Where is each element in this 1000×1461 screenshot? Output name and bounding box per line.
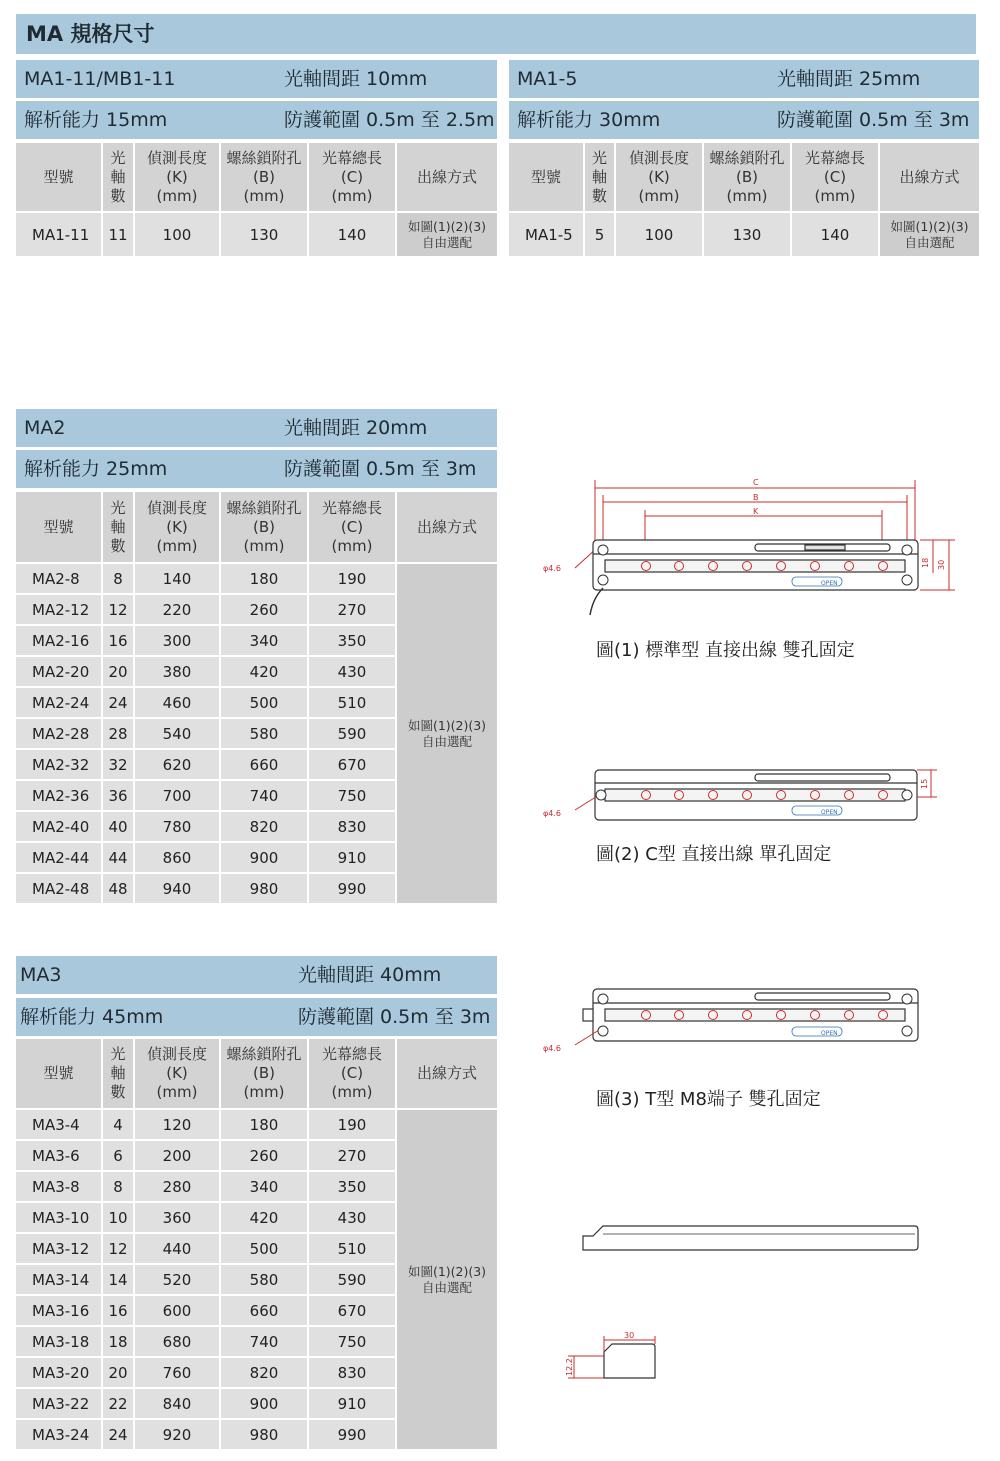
header-output: 出線方式 xyxy=(397,1039,497,1108)
header-total-length-line: (mm) xyxy=(331,536,373,555)
cell-axes: 44 xyxy=(103,843,133,872)
output-method-line: 如圖(1)(2)(3) xyxy=(890,218,969,234)
cell-total-length: 990 xyxy=(309,1420,395,1449)
header-total-length-line: 光幕總長 xyxy=(321,498,382,517)
cell-axes: 20 xyxy=(103,657,133,686)
cell-model: MA2-16 xyxy=(16,626,101,655)
cell-detect-length: 540 xyxy=(135,719,219,748)
ma2-pitch: 光軸間距 20mm xyxy=(284,417,428,439)
cell-detect-length: 220 xyxy=(135,595,219,624)
fig3-open-label: OPEN xyxy=(821,1030,838,1037)
cell-axes: 18 xyxy=(103,1327,133,1356)
cell-axes: 8 xyxy=(103,564,133,593)
table-header-row xyxy=(16,143,497,211)
cell-axes: 40 xyxy=(103,812,133,841)
cell-model: MA2-32 xyxy=(16,750,101,779)
cell-detect-length: 700 xyxy=(135,781,219,810)
ma1-5-table xyxy=(507,141,981,258)
cell-total-length: 910 xyxy=(309,843,395,872)
header-screw-hole xyxy=(221,1039,307,1108)
cell-total-length: 350 xyxy=(309,1172,395,1201)
table-row xyxy=(16,564,497,593)
ma1-5-header-row1 xyxy=(509,60,979,98)
output-method-line: 自由選配 xyxy=(421,234,472,250)
header-axes xyxy=(103,143,133,211)
header-axes xyxy=(103,492,133,562)
cell-output-method xyxy=(397,564,497,903)
cell-axes: 48 xyxy=(103,874,133,903)
cell-total-length: 830 xyxy=(309,1358,395,1387)
header-detect-length-line: (K) xyxy=(166,517,188,536)
output-method-line: 自由選配 xyxy=(904,234,955,250)
cell-axes: 36 xyxy=(103,781,133,810)
header-model: 型號 xyxy=(16,143,101,211)
header-output: 出線方式 xyxy=(397,143,497,211)
cell-total-length: 140 xyxy=(792,213,878,256)
ma1-5-resolution: 解析能力 30mm xyxy=(517,109,661,131)
cell-model: MA3-4 xyxy=(16,1110,101,1139)
cell-model: MA3-12 xyxy=(16,1234,101,1263)
cell-axes: 14 xyxy=(103,1265,133,1294)
cell-screw-hole: 980 xyxy=(221,1420,307,1449)
header-screw-hole-line: (mm) xyxy=(243,1083,285,1101)
cell-total-length: 670 xyxy=(309,1296,395,1325)
cell-screw-hole: 900 xyxy=(221,843,307,872)
header-model: 型號 xyxy=(509,143,583,211)
header-total-length-line: (C) xyxy=(340,167,364,186)
ma3-pitch: 光軸間距 40mm xyxy=(298,964,442,986)
cell-model: MA3-10 xyxy=(16,1203,101,1232)
dim-12-2-label: 12.2 xyxy=(565,1358,574,1376)
header-screw-hole-line: (mm) xyxy=(243,186,285,205)
cell-screw-hole: 980 xyxy=(221,874,307,903)
cell-axes: 6 xyxy=(103,1141,133,1170)
cell-axes: 16 xyxy=(103,1296,133,1325)
table-row xyxy=(509,213,979,256)
fig2-hole-dia-label: φ4.6 xyxy=(543,809,561,818)
figure-1-caption: 圖(1) 標準型 直接出線 雙孔固定 xyxy=(596,640,855,661)
dim-30b-label: 30 xyxy=(624,1331,635,1340)
ma3-header-row2 xyxy=(16,998,497,1036)
header-total-length-line: (mm) xyxy=(331,1083,373,1101)
figure-2-drawing xyxy=(535,765,965,825)
cell-detect-length: 360 xyxy=(135,1203,219,1232)
cell-total-length: 430 xyxy=(309,657,395,686)
hole-dia-label: φ4.6 xyxy=(543,564,561,573)
header-detect-length-line: 偵測長度 xyxy=(628,148,689,167)
ma2-header-row2 xyxy=(16,450,497,488)
cell-detect-length: 620 xyxy=(135,750,219,779)
cell-axes: 16 xyxy=(103,626,133,655)
ma2-header-row1 xyxy=(16,409,497,447)
header-screw-hole-line: (mm) xyxy=(243,536,285,555)
header-detect-length xyxy=(135,492,219,562)
cell-axes: 4 xyxy=(103,1110,133,1139)
table-row xyxy=(16,1110,497,1139)
ma3-resolution: 解析能力 45mm xyxy=(20,1006,164,1028)
cell-model: MA2-8 xyxy=(16,564,101,593)
cell-screw-hole: 340 xyxy=(221,626,307,655)
dim-c-label: C xyxy=(753,478,759,487)
ma2-resolution: 解析能力 25mm xyxy=(24,458,168,480)
ma3-name: MA3 xyxy=(20,964,62,986)
output-method-line: 如圖(1)(2)(3) xyxy=(407,1263,487,1279)
ma1-5-pitch: 光軸間距 25mm xyxy=(777,68,921,90)
cell-detect-length: 780 xyxy=(135,812,219,841)
cell-model: MA3-14 xyxy=(16,1265,101,1294)
cell-detect-length: 120 xyxy=(135,1110,219,1139)
header-axes-char: 數 xyxy=(110,536,126,555)
figure-3-caption: 圖(3) T型 M8端子 雙孔固定 xyxy=(596,1089,821,1110)
cell-total-length: 190 xyxy=(309,1110,395,1139)
cell-screw-hole: 500 xyxy=(221,688,307,717)
cell-model: MA2-24 xyxy=(16,688,101,717)
header-screw-hole xyxy=(704,143,790,211)
ma3-header-row1 xyxy=(16,956,497,994)
cell-model: MA3-16 xyxy=(16,1296,101,1325)
cell-total-length: 510 xyxy=(309,688,395,717)
header-detect-length xyxy=(135,1039,219,1108)
cell-screw-hole: 420 xyxy=(221,1203,307,1232)
cell-screw-hole: 660 xyxy=(221,750,307,779)
header-axes xyxy=(585,143,614,211)
dim-b-label: B xyxy=(753,493,759,502)
cell-model: MA2-28 xyxy=(16,719,101,748)
header-screw-hole-line: 螺絲鎖附孔 xyxy=(226,148,302,167)
header-model: 型號 xyxy=(16,492,101,562)
cell-detect-length: 140 xyxy=(135,564,219,593)
open-label: OPEN xyxy=(821,580,838,587)
cell-detect-length: 200 xyxy=(135,1141,219,1170)
header-total-length-line: 光幕總長 xyxy=(321,148,382,167)
table-row xyxy=(16,213,497,256)
cell-axes: 32 xyxy=(103,750,133,779)
header-total-length xyxy=(309,143,395,211)
figure-2-caption: 圖(2) C型 直接出線 單孔固定 xyxy=(596,844,832,865)
cell-detect-length: 300 xyxy=(135,626,219,655)
header-detect-length-line: 偵測長度 xyxy=(146,148,207,167)
cell-screw-hole: 580 xyxy=(221,1265,307,1294)
header-total-length xyxy=(309,1039,395,1108)
header-detect-length-line: 偵測長度 xyxy=(146,1045,207,1063)
cell-total-length: 750 xyxy=(309,1327,395,1356)
header-screw-hole-line: (B) xyxy=(253,517,275,536)
header-axes xyxy=(103,1039,133,1108)
header-total-length-line: 光幕總長 xyxy=(804,148,865,167)
header-detect-length-line: (K) xyxy=(166,167,188,186)
table-header-row xyxy=(16,492,497,562)
cell-model: MA2-20 xyxy=(16,657,101,686)
cell-axes: 12 xyxy=(103,1234,133,1263)
ma1-11-range: 防護範圍 0.5m 至 2.5m xyxy=(284,109,495,131)
cell-total-length: 510 xyxy=(309,1234,395,1263)
header-axes-char: 軸 xyxy=(110,1064,126,1082)
cell-output-method xyxy=(397,213,497,256)
dim-30-label: 30 xyxy=(937,559,946,570)
cell-total-length: 670 xyxy=(309,750,395,779)
header-axes-char: 軸 xyxy=(591,167,607,186)
cell-detect-length: 280 xyxy=(135,1172,219,1201)
header-detect-length-line: (K) xyxy=(648,167,670,186)
cell-model: MA3-18 xyxy=(16,1327,101,1356)
cell-detect-length: 760 xyxy=(135,1358,219,1387)
cell-screw-hole: 820 xyxy=(221,1358,307,1387)
ma1-5-range: 防護範圍 0.5m 至 3m xyxy=(777,109,970,131)
cell-total-length: 910 xyxy=(309,1389,395,1418)
header-detect-length-line: (mm) xyxy=(156,536,198,555)
ma1-5-header-row2 xyxy=(509,101,979,139)
header-axes-char: 光 xyxy=(110,1045,126,1063)
cell-detect-length: 940 xyxy=(135,874,219,903)
cell-detect-length: 460 xyxy=(135,688,219,717)
cell-detect-length: 380 xyxy=(135,657,219,686)
page-title: MA 規格尺寸 xyxy=(16,14,976,54)
header-axes-char: 數 xyxy=(591,186,607,205)
header-axes-char: 光 xyxy=(110,148,126,167)
cell-axes: 12 xyxy=(103,595,133,624)
cell-model: MA1-11 xyxy=(16,213,101,256)
header-total-length xyxy=(309,492,395,562)
header-detect-length-line: (mm) xyxy=(156,186,198,205)
cell-model: MA2-44 xyxy=(16,843,101,872)
header-detect-length-line: (mm) xyxy=(156,1083,198,1101)
header-total-length-line: (C) xyxy=(340,1064,364,1082)
ma1-5-name: MA1-5 xyxy=(517,68,578,90)
header-screw-hole-line: (mm) xyxy=(726,186,768,205)
fig3-hole-dia-label: φ4.6 xyxy=(543,1044,561,1053)
header-model: 型號 xyxy=(16,1039,101,1108)
cell-model: MA2-12 xyxy=(16,595,101,624)
cell-model: MA2-48 xyxy=(16,874,101,903)
ma1-11-pitch: 光軸間距 10mm xyxy=(284,68,428,90)
output-method-line: 自由選配 xyxy=(421,1279,472,1295)
cell-screw-hole: 180 xyxy=(221,1110,307,1139)
cell-screw-hole: 740 xyxy=(221,1327,307,1356)
cell-axes: 10 xyxy=(103,1203,133,1232)
header-axes-char: 軸 xyxy=(110,517,126,536)
cell-screw-hole: 500 xyxy=(221,1234,307,1263)
header-detect-length xyxy=(616,143,702,211)
cell-axes: 5 xyxy=(585,213,614,256)
cell-axes: 24 xyxy=(103,688,133,717)
header-total-length-line: (C) xyxy=(823,167,847,186)
cell-total-length: 750 xyxy=(309,781,395,810)
header-screw-hole xyxy=(221,143,307,211)
output-method-line: 自由選配 xyxy=(421,733,472,749)
ma1-11-header-row1 xyxy=(16,60,497,98)
cell-total-length: 140 xyxy=(309,213,395,256)
cell-axes: 8 xyxy=(103,1172,133,1201)
figure-3-drawing xyxy=(535,985,965,1060)
cell-model: MA3-8 xyxy=(16,1172,101,1201)
cell-screw-hole: 900 xyxy=(221,1389,307,1418)
header-total-length-line: (mm) xyxy=(331,186,373,205)
cell-total-length: 590 xyxy=(309,719,395,748)
cell-screw-hole: 740 xyxy=(221,781,307,810)
cell-axes: 28 xyxy=(103,719,133,748)
ma2-range: 防護範圍 0.5m 至 3m xyxy=(284,458,477,480)
fig2-open-label: OPEN xyxy=(821,809,838,816)
header-output: 出線方式 xyxy=(397,492,497,562)
header-screw-hole-line: 螺絲鎖附孔 xyxy=(709,148,785,167)
cell-model: MA3-6 xyxy=(16,1141,101,1170)
header-total-length-line: (mm) xyxy=(814,186,856,205)
cell-model: MA3-22 xyxy=(16,1389,101,1418)
cell-detect-length: 860 xyxy=(135,843,219,872)
header-axes-char: 數 xyxy=(110,1083,126,1101)
cell-screw-hole: 660 xyxy=(221,1296,307,1325)
cell-model: MA1-5 xyxy=(509,213,583,256)
cell-screw-hole: 820 xyxy=(221,812,307,841)
cell-detect-length: 920 xyxy=(135,1420,219,1449)
cell-total-length: 430 xyxy=(309,1203,395,1232)
cell-model: MA3-24 xyxy=(16,1420,101,1449)
dim-15-label: 15 xyxy=(920,778,929,789)
cell-detect-length: 100 xyxy=(616,213,702,256)
cell-screw-hole: 180 xyxy=(221,564,307,593)
cell-screw-hole: 420 xyxy=(221,657,307,686)
header-detect-length-line: (K) xyxy=(166,1064,188,1082)
output-method-line: 如圖(1)(2)(3) xyxy=(407,717,487,733)
header-total-length xyxy=(792,143,878,211)
cell-detect-length: 440 xyxy=(135,1234,219,1263)
table-header-row xyxy=(509,143,979,211)
header-axes-char: 光 xyxy=(591,148,607,167)
header-detect-length-line: 偵測長度 xyxy=(146,498,207,517)
cell-screw-hole: 260 xyxy=(221,595,307,624)
cell-screw-hole: 130 xyxy=(704,213,790,256)
cell-output-method xyxy=(397,1110,497,1449)
header-axes-char: 光 xyxy=(110,498,126,517)
cell-axes: 20 xyxy=(103,1358,133,1387)
header-axes-char: 數 xyxy=(110,186,126,205)
header-screw-hole-line: (B) xyxy=(253,1064,275,1082)
cell-detect-length: 840 xyxy=(135,1389,219,1418)
header-axes-char: 軸 xyxy=(110,167,126,186)
header-screw-hole-line: (B) xyxy=(736,167,758,186)
ma1-11-header-row2 xyxy=(16,101,497,139)
ma1-11-name: MA1-11/MB1-11 xyxy=(24,68,176,90)
cell-detect-length: 680 xyxy=(135,1327,219,1356)
cell-model: MA2-36 xyxy=(16,781,101,810)
header-screw-hole-line: 螺絲鎖附孔 xyxy=(226,498,302,517)
ma3-range: 防護範圍 0.5m 至 3m xyxy=(298,1006,491,1028)
header-detect-length-line: (mm) xyxy=(638,186,680,205)
cell-axes: 22 xyxy=(103,1389,133,1418)
header-screw-hole-line: (B) xyxy=(253,167,275,186)
ma1-11-resolution: 解析能力 15mm xyxy=(24,109,168,131)
dim-k-label: K xyxy=(753,507,759,516)
cell-total-length: 590 xyxy=(309,1265,395,1294)
header-output: 出線方式 xyxy=(880,143,979,211)
cell-model: MA2-40 xyxy=(16,812,101,841)
side-view-drawing xyxy=(575,1222,925,1257)
dim-18-label: 18 xyxy=(921,557,930,568)
cell-total-length: 190 xyxy=(309,564,395,593)
cell-total-length: 990 xyxy=(309,874,395,903)
ma2-table xyxy=(14,490,499,905)
cell-screw-hole: 260 xyxy=(221,1141,307,1170)
header-detect-length xyxy=(135,143,219,211)
cell-screw-hole: 340 xyxy=(221,1172,307,1201)
cell-detect-length: 520 xyxy=(135,1265,219,1294)
cell-output-method xyxy=(880,213,979,256)
ma2-name: MA2 xyxy=(24,417,66,439)
ma3-table xyxy=(14,1037,499,1451)
end-view-drawing xyxy=(560,1330,670,1390)
header-screw-hole-line: 螺絲鎖附孔 xyxy=(226,1045,302,1063)
output-method-line: 如圖(1)(2)(3) xyxy=(407,218,487,234)
cell-total-length: 270 xyxy=(309,595,395,624)
header-total-length-line: (C) xyxy=(340,517,364,536)
cell-detect-length: 600 xyxy=(135,1296,219,1325)
header-screw-hole xyxy=(221,492,307,562)
figure-1-drawing xyxy=(535,470,965,620)
cell-total-length: 350 xyxy=(309,626,395,655)
cell-axes: 24 xyxy=(103,1420,133,1449)
cell-model: MA3-20 xyxy=(16,1358,101,1387)
ma1-11-table xyxy=(14,141,499,258)
table-header-row xyxy=(16,1039,497,1108)
cell-axes: 11 xyxy=(103,213,133,256)
header-total-length-line: 光幕總長 xyxy=(321,1045,382,1063)
cell-screw-hole: 580 xyxy=(221,719,307,748)
cell-detect-length: 100 xyxy=(135,213,219,256)
cell-total-length: 270 xyxy=(309,1141,395,1170)
cell-total-length: 830 xyxy=(309,812,395,841)
cell-screw-hole: 130 xyxy=(221,213,307,256)
